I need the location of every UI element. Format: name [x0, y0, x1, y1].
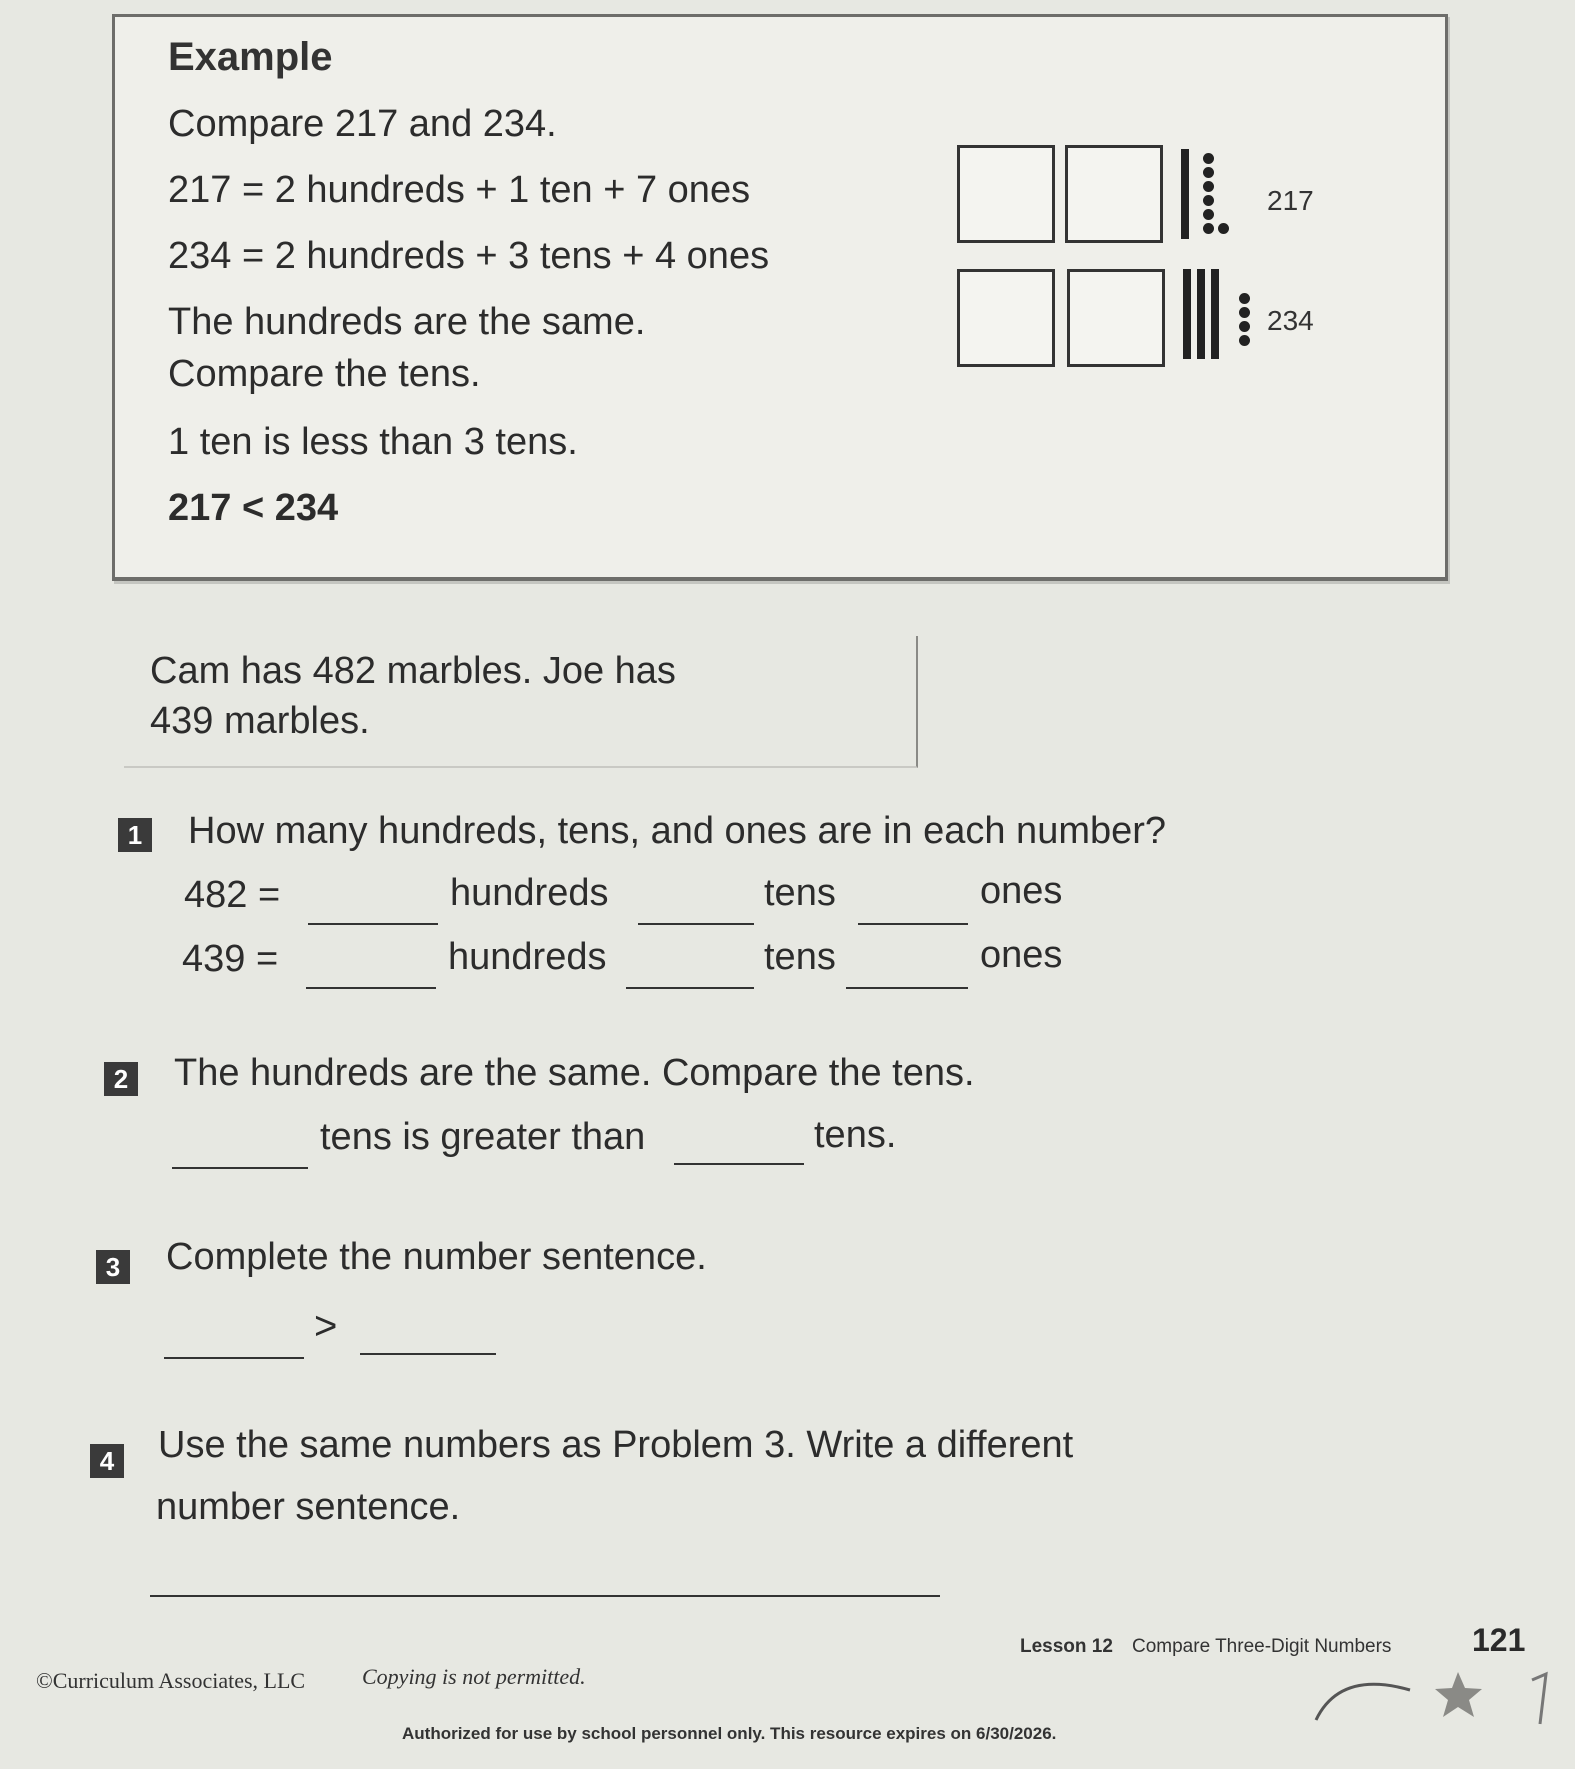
story-box [124, 636, 918, 768]
one-unit [1203, 153, 1214, 164]
hundred-flat [1067, 269, 1165, 367]
example-same: The hundreds are the same. [168, 301, 646, 343]
p1-row2-hundreds-label: hundreds [448, 936, 607, 978]
p1-row1-hundreds-blank[interactable] [308, 912, 438, 930]
model-label-217: 217 [1267, 185, 1314, 216]
one-unit [1218, 223, 1229, 234]
p1-row2-hundreds-blank[interactable] [306, 976, 436, 994]
ten-rod [1181, 149, 1189, 239]
problem-number-badge: 3 [96, 1250, 130, 1284]
sticker-doodle [1300, 1650, 1560, 1750]
story-line2: 439 marbles. [150, 700, 370, 742]
ten-rod [1197, 269, 1205, 359]
example-compare-tens: Compare the tens. [168, 353, 481, 395]
p2-middle-text: tens is greater than [320, 1116, 646, 1158]
p2-blank-2[interactable] [674, 1152, 804, 1170]
example-compare: Compare 217 and 234. [168, 103, 557, 145]
p1-row2-lhs: 439 = [182, 938, 279, 980]
p1-row1-tens-blank[interactable] [638, 912, 754, 930]
ten-rod [1183, 269, 1191, 359]
p2-end-text: tens. [814, 1114, 897, 1156]
story-line1: Cam has 482 marbles. Joe has [150, 650, 676, 692]
p3-blank-2[interactable] [360, 1342, 496, 1360]
p3-greater-than: > [314, 1304, 338, 1348]
p1-row1-tens-label: tens [764, 872, 836, 914]
example-box [112, 14, 1448, 581]
star-icon [1435, 1672, 1482, 1717]
example-less: 1 ten is less than 3 tens. [168, 421, 578, 463]
hundred-flat [957, 269, 1055, 367]
p1-row1-ones-label: ones [980, 870, 1063, 912]
one-unit [1239, 335, 1250, 346]
p2-blank-1[interactable] [172, 1156, 308, 1174]
p1-row2-tens-label: tens [764, 936, 836, 978]
model-label-234: 234 [1267, 305, 1314, 336]
problem-number-badge: 1 [118, 818, 152, 852]
arc-doodle [1316, 1684, 1410, 1720]
problem-4-prompt-line2: number sentence. [156, 1486, 461, 1528]
p1-row2-ones-blank[interactable] [846, 976, 968, 994]
p1-row2-ones-label: ones [980, 934, 1063, 976]
footer-lesson-title: Compare Three-Digit Numbers [1132, 1636, 1392, 1657]
p1-row1-ones-blank[interactable] [858, 912, 968, 930]
footer-copying: Copying is not permitted. [362, 1664, 586, 1689]
one-unit [1239, 307, 1250, 318]
p3-blank-1[interactable] [164, 1346, 304, 1364]
one-unit [1203, 209, 1214, 220]
one-unit [1239, 321, 1250, 332]
example-title: Example [168, 35, 333, 79]
corner-mark [1532, 1674, 1546, 1724]
problem-number-badge: 4 [90, 1444, 124, 1478]
hundred-flat [1065, 145, 1163, 243]
p1-row2-tens-blank[interactable] [626, 976, 754, 994]
problem-4-prompt-line1: Use the same numbers as Problem 3. Write a different [158, 1424, 1074, 1466]
problem-1-prompt: How many hundreds, tens, and ones are in each number? [188, 810, 1167, 852]
problem-2-prompt: The hundreds are the same. Compare the tens. [174, 1052, 975, 1094]
one-unit [1203, 181, 1214, 192]
footer-lesson-label: Lesson 12 [1020, 1636, 1113, 1657]
ten-rod [1211, 269, 1219, 359]
one-unit [1203, 223, 1214, 234]
one-unit [1203, 195, 1214, 206]
problem-number-badge: 2 [104, 1062, 138, 1096]
one-unit [1203, 167, 1214, 178]
example-result: 217 < 234 [168, 487, 339, 529]
p1-row1-lhs: 482 = [184, 874, 281, 916]
p4-answer-line[interactable] [150, 1584, 940, 1602]
example-line2: 234 = 2 hundreds + 3 tens + 4 ones [168, 235, 770, 277]
hundred-flat [957, 145, 1055, 243]
problem-3-prompt: Complete the number sentence. [166, 1236, 707, 1278]
page-number: 121 [1472, 1622, 1526, 1658]
example-line1: 217 = 2 hundreds + 1 ten + 7 ones [168, 169, 751, 211]
one-unit [1239, 293, 1250, 304]
footer-authorized: Authorized for use by school personnel only. This resource expires on 6/30/2026. [402, 1724, 1057, 1743]
footer-copyright: ©Curriculum Associates, LLC [36, 1668, 306, 1693]
p1-row1-hundreds-label: hundreds [450, 872, 609, 914]
